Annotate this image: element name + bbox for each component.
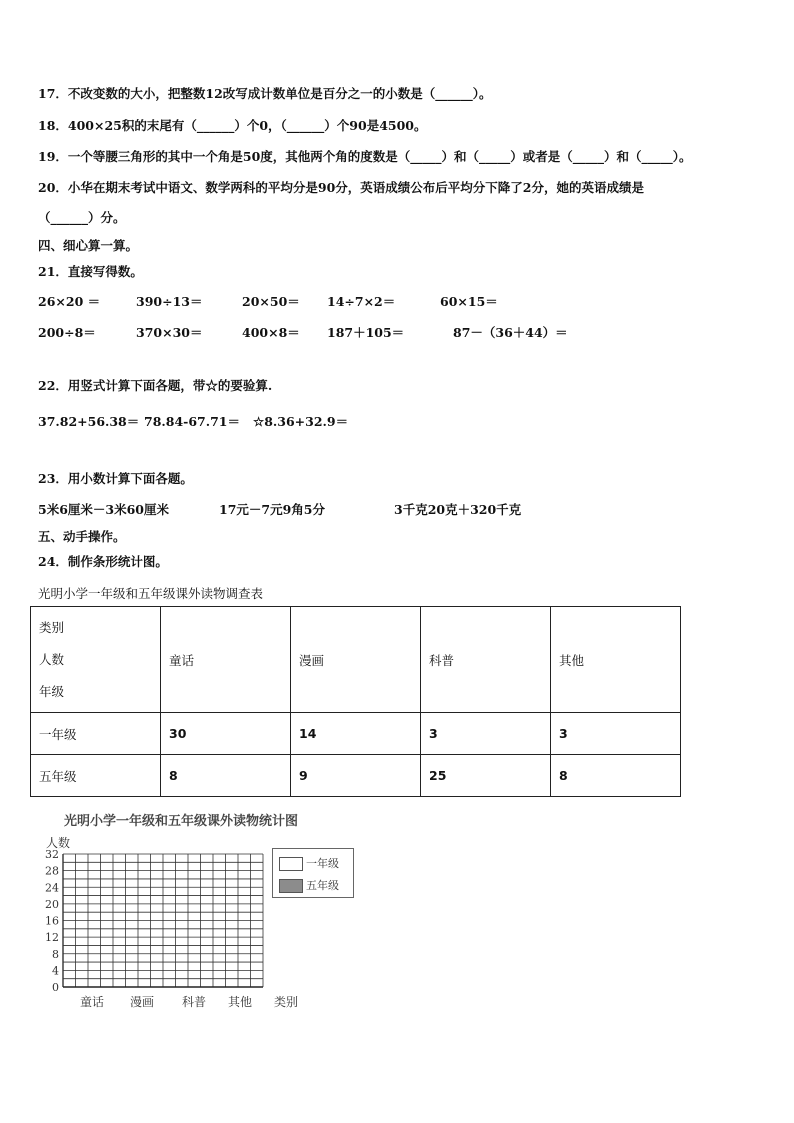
- header-corner-cell: [31, 607, 161, 713]
- bar-chart-grid: [30, 845, 270, 995]
- legend-swatch-white: [279, 857, 303, 871]
- question-24-title: 24．制作条形统计图。: [38, 554, 168, 569]
- question-22-title: 22．用竖式计算下面各题，带☆的要验算.: [38, 378, 273, 393]
- q22-item: ☆8.36+32.9＝: [253, 414, 349, 429]
- q22-item: 78.84-67.71＝: [144, 414, 240, 429]
- question-21-title: 21．直接写得数。: [38, 264, 143, 279]
- header-line-count: 人数: [39, 651, 65, 667]
- table-row: [31, 713, 681, 755]
- y-tick-label: 20: [45, 897, 59, 911]
- x-category-label: 童话: [80, 995, 105, 1009]
- y-axis-label: 人数: [46, 836, 71, 850]
- q21-item: 400×8＝: [242, 325, 300, 340]
- table-cell: 8: [161, 755, 291, 797]
- y-tick-label: 12: [45, 931, 59, 945]
- q21-item: 390÷13＝: [136, 294, 203, 309]
- q21-item: 26×20 ＝: [38, 294, 101, 309]
- table-cell: 3: [421, 713, 551, 755]
- q23-item: 17元－7元9角5分: [219, 502, 325, 517]
- survey-table: [30, 606, 681, 797]
- y-tick-label: 8: [52, 947, 59, 961]
- table-cell: 3: [551, 713, 681, 755]
- y-tick-label: 16: [45, 914, 59, 928]
- table-cell: 8: [551, 755, 681, 797]
- header-line-category: 类别: [39, 619, 65, 635]
- table-cell: 30: [161, 713, 291, 755]
- q21-item: 87－（36＋44）＝: [453, 325, 568, 340]
- q23-item: 5米6厘米－3米60厘米: [38, 502, 169, 517]
- table-header-row: [31, 607, 681, 713]
- column-header: 童话: [161, 607, 291, 713]
- q21-item: 200÷8＝: [38, 325, 96, 340]
- q21-item: 187＋105＝: [327, 325, 405, 340]
- x-axis-label: 类别: [274, 995, 299, 1009]
- column-header: 漫画: [291, 607, 421, 713]
- q22-item: 37.82+56.38＝: [38, 414, 140, 429]
- legend-swatch-gray: [279, 879, 303, 893]
- legend-item-grade5: [279, 877, 339, 893]
- legend-label: 一年级: [306, 857, 339, 870]
- question-17: 17．不改变数的大小，把整数12改写成计数单位是百分之一的小数是（______）。: [38, 86, 492, 101]
- column-header: 其他: [551, 607, 681, 713]
- question-23-title: 23．用小数计算下面各题。: [38, 471, 193, 486]
- q21-item: 14÷7×2＝: [327, 294, 396, 309]
- y-tick-label: 32: [45, 848, 59, 861]
- question-19: 19．一个等腰三角形的其中一个角是50度，其他两个角的度数是（_____）和（_____）或者是（_____）和（_____）。: [38, 149, 692, 164]
- section-5-heading: 五、动手操作。: [38, 529, 126, 544]
- table-cell: 14: [291, 713, 421, 755]
- table-row: [31, 755, 681, 797]
- row-grade-label: 五年级: [31, 755, 161, 797]
- question-20-line1: 20．小华在期末考试中语文、数学两科的平均分是90分，英语成绩公布后平均分下降了2分，她的英语成绩是: [38, 180, 644, 195]
- question-18: 18．400×25积的末尾有（______）个0，（______）个90是4500。: [38, 118, 427, 133]
- x-category-label: 科普: [182, 995, 207, 1009]
- x-category-label: 其他: [228, 995, 253, 1009]
- header-line-grade: 年级: [39, 683, 65, 699]
- table-cell: 25: [421, 755, 551, 797]
- y-tick-label: 24: [45, 881, 59, 895]
- section-4-heading: 四、细心算一算。: [38, 238, 139, 253]
- legend-item-grade1: [279, 855, 339, 871]
- y-tick-label: 4: [52, 964, 59, 978]
- chart-title: 光明小学一年级和五年级课外读物统计图: [64, 814, 299, 829]
- legend-label: 五年级: [306, 879, 339, 892]
- q21-item: 20×50＝: [242, 294, 300, 309]
- table-cell: 9: [291, 755, 421, 797]
- y-tick-label: 28: [45, 864, 59, 878]
- q21-item: 370×30＝: [136, 325, 203, 340]
- y-tick-label: 0: [52, 981, 59, 994]
- x-category-label: 漫画: [130, 995, 155, 1009]
- row-grade-label: 一年级: [31, 713, 161, 755]
- question-20-line2: （______）分。: [38, 210, 126, 225]
- q21-item: 60×15＝: [440, 294, 498, 309]
- chart-legend: [272, 848, 354, 898]
- q23-item: 3千克20克＋320千克: [394, 502, 522, 517]
- column-header: 科普: [421, 607, 551, 713]
- table-title: 光明小学一年级和五年级课外读物调查表: [38, 586, 264, 601]
